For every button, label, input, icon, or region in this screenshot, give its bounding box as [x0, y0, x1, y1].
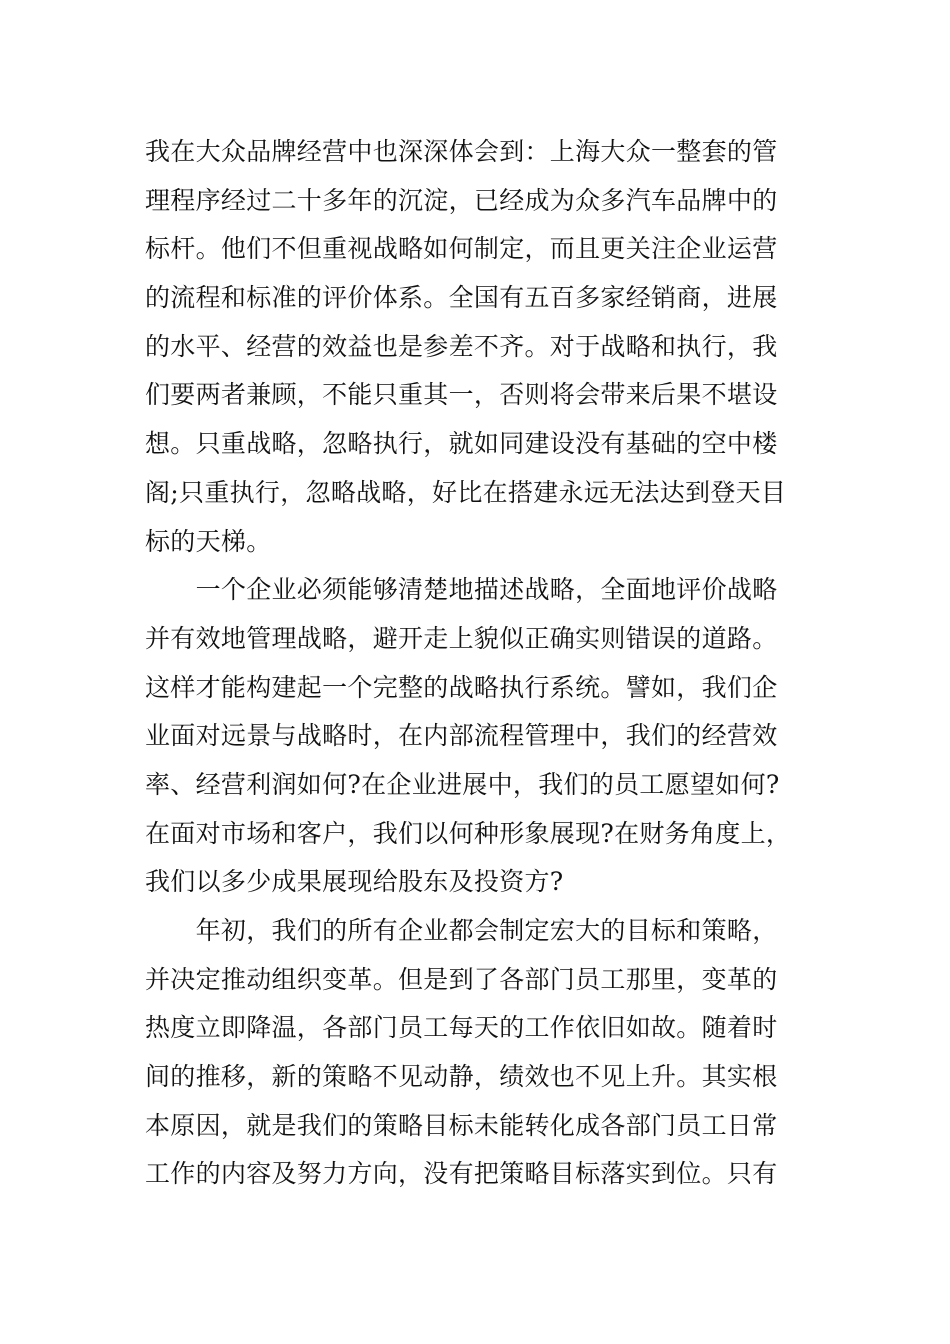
- text-line: 这样才能构建起一个完整的战略执行系统。譬如，我们企: [145, 672, 778, 702]
- text-line: 在面对市场和客户，我们以何种形象展现?在财务角度上，: [145, 818, 792, 848]
- text-line: 想。只重战略，忽略执行，就如同建设没有基础的空中楼: [145, 429, 778, 459]
- text-line: 并决定推动组织变革。但是到了各部门员工那里，变革的: [145, 964, 778, 994]
- text-line: 本原因，就是我们的策略目标未能转化成各部门员工日常: [145, 1110, 778, 1140]
- text-line: 率、经营利润如何?在企业进展中，我们的员工愿望如何?: [145, 769, 780, 799]
- text-line: 业面对远景与战略时，在内部流程管理中，我们的经营效: [145, 721, 778, 751]
- text-line: 我在大众品牌经营中也深深体会到：上海大众一整套的管: [145, 137, 778, 166]
- text-line: 们要两者兼顾，不能只重其一，否则将会带来后果不堪设: [145, 380, 778, 410]
- text-line: 并有效地管理战略，避开走上貌似正确实则错误的道路。: [145, 623, 778, 653]
- text-line: 标的天梯。: [145, 526, 272, 556]
- text-line: 标杆。他们不但重视战略如何制定，而且更关注企业运营: [145, 234, 778, 264]
- text-line: 的流程和标准的评价体系。全国有五百多家经销商，进展: [145, 283, 778, 313]
- text-line: 间的推移，新的策略不见动静，绩效也不见上升。其实根: [145, 1062, 778, 1092]
- text-line: 一个企业必须能够清楚地描述战略，全面地评价战略: [145, 575, 778, 605]
- text-line: 我们以多少成果展现给股东及投资方?: [145, 867, 564, 897]
- text-line: 工作的内容及努力方向，没有把策略目标落实到位。只有: [145, 1159, 778, 1189]
- text-line: 阁;只重执行，忽略战略，好比在搭建永远无法达到登天目: [145, 477, 787, 507]
- text-line: 年初，我们的所有企业都会制定宏大的目标和策略，: [145, 916, 778, 945]
- text-line: 的水平、经营的效益也是参差不齐。对于战略和执行，我: [145, 331, 778, 361]
- text-line: 热度立即降温，各部门员工每天的工作依旧如故。随着时: [145, 1013, 778, 1043]
- body-text: [145, 128, 807, 1199]
- text-line: 理程序经过二十多年的沉淀，已经成为众多汽车品牌中的: [145, 185, 778, 215]
